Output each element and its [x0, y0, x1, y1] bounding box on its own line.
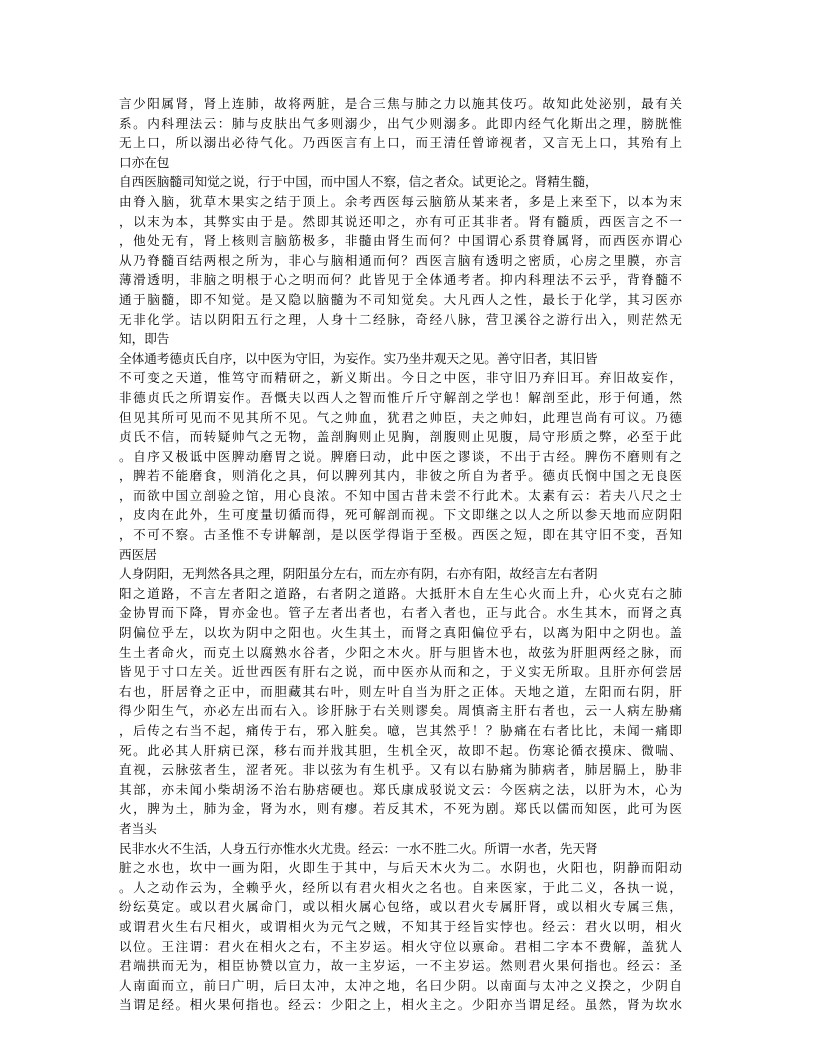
text-line: 由脊入脑，犹草木果实之结于顶上。余考西医每云脑筋从某来者，多是上来至下，以本为末 — [119, 193, 682, 209]
text-line: 系。内科理法云：肺与皮肤出气多则溺少，出气少则溺多。此即内经气化斯出之理，膀胱惟 — [119, 115, 682, 131]
text-line: 贞氏不信，而转疑帅气之无物，盖剖胸则止见胸，剖腹则止见腹，局守形质之弊，必至于此 — [119, 429, 682, 445]
text-line: 民非水火不生活，人身五行亦惟水火尤贵。经云：一水不胜二火。所谓一水者，先天肾 — [119, 840, 598, 856]
text-line: 。人之动作云为，全赖乎火，经所以有君火相火之名也。自来医家，于此二义，各执一说， — [119, 879, 682, 895]
text-line: 阴偏位乎左，以坎为阴中之阳也。火生其土，而肾之真阳偏位乎右，以离为阳中之阴也。盖 — [119, 625, 682, 641]
text-line: 脏之水也，坎中一画为阳，火即生于其中，与后天木火为二。水阴也，火阳也，阴静而阳动 — [119, 860, 682, 876]
text-line: 右也，肝居脊之正中，而胆藏其右叶，则左叶自当为肝之正体。天地之道，左阳而右阴，肝 — [119, 683, 682, 699]
text-line: 火，脾为土，肺为金，肾为水，则有瘳。若反其术，不死为剧。郑氏以儒而知医，此可为医 — [119, 801, 682, 817]
text-line: ，后传之右当不起，痛传于右，邪入脏矣。噫，岂其然乎！？胁痛在右者比比，未闻一痛即 — [119, 723, 682, 738]
text-line: 无非化学。诘以阴阳五行之理，人身十二经脉，奇经八脉，营卫溪谷之游行出入，则茫然无 — [119, 311, 682, 327]
text-line: 纷纭莫定。或以君火属命门，或以相火属心包络，或以君火专属肝肾，或以相火专属三焦， — [119, 899, 682, 915]
text-line: 死。此必其人肝病已深，移右而并戕其胆，生机全灭，故即不起。伤寒论循衣摸床、微喘、 — [119, 742, 682, 758]
text-line: 人南面而立，前曰广明，后曰太冲，太冲之地，名曰少阴。以南面与太冲之义揆之，少阴自 — [119, 977, 682, 993]
text-line: 不可变之天道，惟笃守而精研之，新义斯出。今日之中医，非守旧乃弃旧耳。弃旧故妄作， — [119, 370, 682, 386]
text-line: 以位。王注谓：君火在相火之右，不主岁运。相火守位以禀命。君相二字本不费解，盖犹人 — [119, 938, 682, 954]
text-line: 自西医脑髓司知觉之说，行于中国，而中国人不察，信之者众。试更论之。肾精生髓， — [119, 174, 598, 190]
text-line: 。自序又极诋中医脾动磨胃之说。脾磨曰动，此中医之谬谈，不出于古经。脾伤不磨则有之 — [119, 448, 682, 464]
text-line: 但见其所可见而不见其所不见。气之帅血，犹君之帅臣，夫之帅妇，此理岂尚有可议。乃德 — [119, 409, 682, 425]
text-line: 者当头 — [119, 820, 157, 836]
text-line: 人身阴阳，无判然各具之理，阴阳虽分左右，而左亦有阴，右亦有阳，故经言左右者阴 — [119, 566, 598, 582]
text-line: 或谓君火生右尺相火，或谓相火为元气之贼，不知其于经旨实悖也。经云：君火以明，相火 — [119, 918, 682, 934]
text-line: 当谓足经。相火果何指也。经云：少阳之上，相火主之。少阳亦当谓足经。虽然，肾为坎水 — [119, 997, 682, 1013]
text-line: 君端拱而无为，相臣协赞以宣力，故一主岁运，一不主岁运。然则君火果何指也。经云：圣 — [119, 958, 682, 974]
text-line: 非德贞氏之所谓妄作。吾慨夫以西人之智而惟斤斤守解剖之学也！解剖至此，形于何通，然 — [119, 389, 682, 405]
text-line: 阳之道路，不言左者阳之道路，右者阴之道路。大抵肝木自左生心火而上升，心火克右之肺 — [119, 585, 682, 601]
text-line: ，脾若不能磨食，则消化之具，何以脾列其内，非彼之所自为者乎。德贞氏悯中国之无良医 — [119, 468, 682, 484]
text-line: ，以末为本，其弊实由于是。然即其说还叩之，亦有可正其非者。肾有髓质，西医言之不一 — [119, 213, 682, 229]
text-line: 言少阳属肾，肾上连肺，故将两脏，是合三焦与肺之力以施其伎巧。故知此处泌别，最有关 — [119, 96, 682, 111]
text-line: ，而欲中国立剖验之馆，用心良浓。不知中国古昔未尝不行此术。太素有云：若夫八尺之士 — [119, 487, 682, 503]
text-line: 皆见于寸口左关。近世西医有肝右之说，而中医亦从而和之，于义实无所取。且肝亦何尝居 — [119, 664, 682, 680]
text-line: 薄滑透明，非脑之明根于心之明而何？此皆见于全体通考者。抑内科理法不云乎，背脊髓不 — [119, 272, 682, 288]
text-line: 生土者命火，而克土以腐熟水谷者，少阳之木火。肝与胆皆木也，故弦为肝胆两经之脉，而 — [119, 644, 682, 660]
text-line: ，皮肉在此外，生可度量切循而得，死可解剖而视。下文即继之以人之所以参天地而应阴阳 — [119, 507, 682, 523]
text-line: ，不可不察。古圣惟不专讲解剖，是以医学得诣于至极。西医之短，即在其守旧不变，吾知 — [119, 527, 682, 543]
text-line: 其部，亦未闻小柴胡汤不治右胁痞硬也。郑氏康成驳说文云：今医病之法，以肝为木，心为 — [119, 781, 682, 797]
text-line: 从乃脊髓百结两根之所为，非心与脑相通而何？西医言脑有透明之密质，心房之里膜，亦言 — [119, 252, 682, 268]
text-line: 得少阳生气，亦必左出而右入。诊肝脉于右关则谬矣。周慎斋主肝右者也，云一人病左胁痛 — [119, 703, 682, 719]
text-line: ，他处无有，肾上核则言脑筋极多，非髓由肾生而何？中国谓心系贯脊属肾，而西医亦谓心 — [119, 233, 682, 249]
text-line: 口亦在包 — [119, 154, 170, 170]
text-line: 无上口，所以溺出必待气化。乃西医言有上口，而王清任曾谛视者，又言无上口，其殆有上 — [119, 135, 682, 151]
text-line: 金协胃而下降，胃亦金也。管子左者出者也，右者入者也，正与此合。水生其木，而肾之真 — [119, 605, 682, 621]
document-page — [119, 94, 682, 1015]
text-line: 直视，云脉弦者生，涩者死。非以弦为有生机乎。又有以右胁痛为肺病者，肺居膈上，胁非 — [119, 762, 682, 778]
text-line: 通于脑髓，即不知觉。是又隐以脑髓为不司知觉矣。大凡西人之性，最长于化学，其习医亦 — [119, 291, 682, 307]
text-line: 知，即告 — [119, 331, 170, 347]
text-line: 西医居 — [119, 546, 157, 562]
text-line: 全体通考德贞氏自序，以中医为守旧，为妄作。实乃坐井观天之见。善守旧者，其旧皆 — [119, 350, 598, 366]
